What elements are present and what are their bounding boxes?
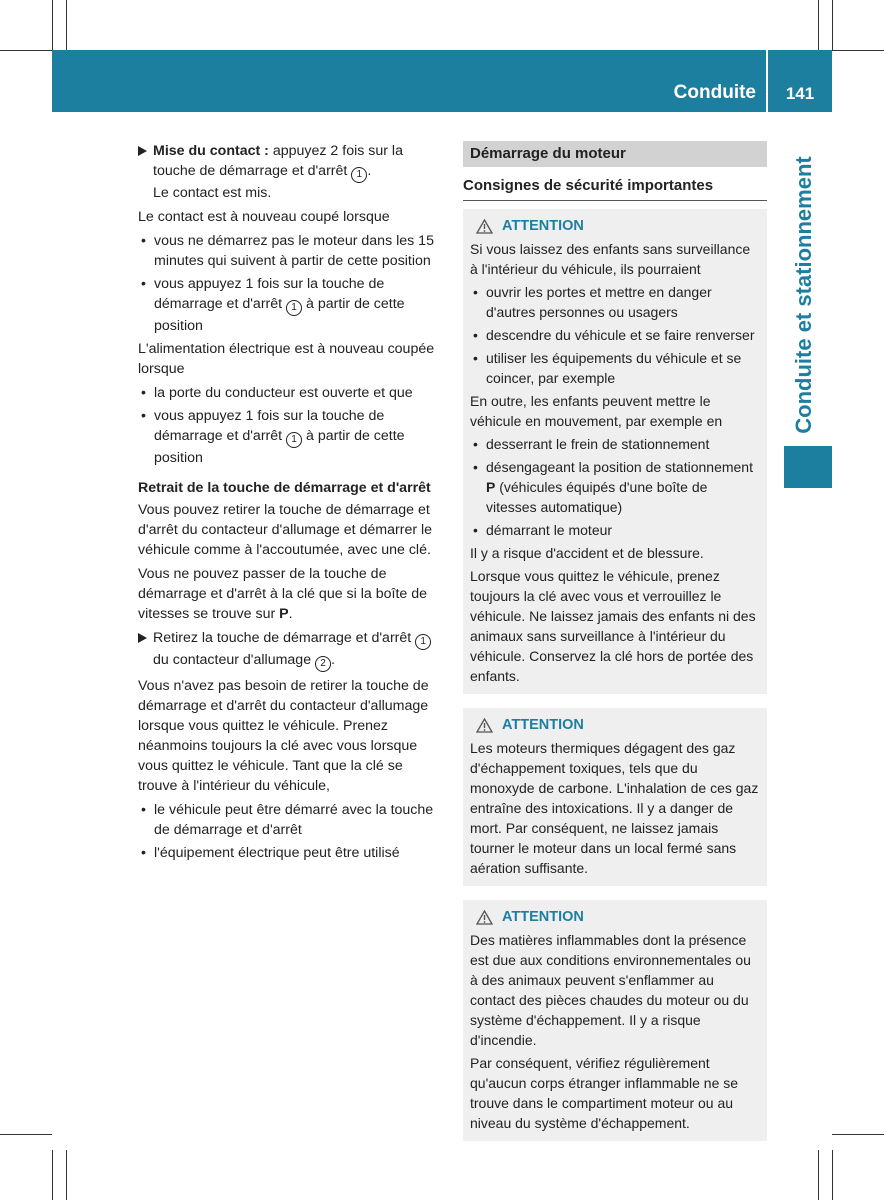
callout-number: 1: [351, 167, 367, 183]
callout-number: 1: [286, 432, 302, 448]
warning-text: En outre, les enfants peuvent mettre le véhicule en mouvement, par exemple en: [470, 393, 723, 429]
list-item-text: à partir de cette position: [154, 296, 405, 334]
crop-mark: [66, 1150, 67, 1200]
page-header-title: Conduite: [673, 82, 756, 103]
warning-box: [463, 209, 767, 694]
list-item-text: à partir de cette position: [154, 428, 405, 466]
list-item-text: vous appuyez 1 fois sur la touche de démarrage et d'arrêt: [154, 408, 385, 444]
crop-mark: [832, 1150, 833, 1200]
warning-label: ATTENTION: [502, 717, 584, 733]
crop-mark: [832, 1134, 884, 1135]
paragraph: Le contact est à nouveau coupé lorsque: [138, 209, 390, 225]
list-item: [138, 274, 444, 336]
list-item: • utiliser les équipements du véhicule et se coincer, par exemple: [470, 348, 760, 388]
warning-text: Si vous laissez des enfants sans surveillance à l'intérieur du véhicule, ils pourraient: [470, 241, 751, 277]
gear-position-p: P: [486, 479, 496, 495]
paragraph: Vous n'avez pas besoin de retirer la touche de démarrage et d'arrêt du contacteur d'allumage lorsque vous quittez le véhicule. Prenez néanmoins toujours la clé avec vous lorsque vous quittez le véhicule. Tant que la clé se trouve à l'intérieur du véhicule,: [138, 678, 429, 794]
warning-text: Il y a risque d'accident et de blessure.: [470, 545, 704, 561]
gear-position-p: P: [279, 606, 289, 622]
list-item: • descendre du véhicule et se faire renverser: [470, 325, 760, 345]
callout-number: 2: [315, 656, 331, 672]
crop-mark: [52, 0, 53, 50]
instruction-step: [138, 628, 444, 672]
warning-box: [463, 708, 767, 886]
crop-mark: [818, 1150, 819, 1200]
step-text: appuyez 2 fois sur la touche de démarrage et d'arrêt: [153, 143, 403, 179]
step-bold-label: Mise du contact :: [153, 143, 269, 159]
paragraph: Vous pouvez retirer la touche de démarrage et d'arrêt du contacteur d'allumage et démarrer le véhicule comme à l'accoutumée, avec une clé.: [138, 502, 433, 558]
warning-triangle-icon: [476, 219, 493, 234]
warning-text: Par conséquent, vérifiez régulièrement qu'aucun corps étranger inflammable ne se trouve dans le compartiment moteur ou au niveau du système d'échappement.: [470, 1055, 739, 1131]
list-item: • desserrant le frein de stationnement: [470, 434, 760, 454]
list-item: • le véhicule peut être démarré avec la touche de démarrage et d'arrêt: [138, 800, 444, 840]
list-item: • l'équipement électrique peut être utilisé: [138, 843, 444, 863]
warning-label: ATTENTION: [502, 218, 584, 234]
list-item: • démarrant le moteur: [470, 520, 760, 540]
step-text: .: [331, 652, 335, 668]
paragraph-text: .: [288, 606, 293, 622]
warning-triangle-icon: [476, 718, 493, 733]
chapter-side-tab-label: Conduite et stationnement: [791, 156, 816, 434]
warning-text: Les moteurs thermiques dégagent des gaz d'échappement toxiques, tels que du monoxyde de carbone. L'inhalation de ces gaz entraîne des intoxications. Il y a danger de mort. Par conséquent, ne laissez jamais tourner le moteur dans un local fermé sans aération suffisante.: [470, 740, 759, 876]
callout-number: 1: [415, 634, 431, 650]
list-item: [470, 457, 760, 517]
list-item-text: désengageant la position de stationnement: [486, 459, 753, 475]
chapter-side-tab: [776, 150, 832, 440]
crop-mark: [818, 0, 819, 50]
warning-box: [463, 900, 767, 1141]
crop-mark: [52, 1150, 53, 1200]
list-item: • ouvrir les portes et mettre en danger d'autres personnes ou usagers: [470, 282, 760, 322]
subheading: Retrait de la touche de démarrage et d'arrêt: [138, 480, 431, 496]
chapter-marker-block: [784, 446, 832, 488]
crop-mark: [66, 0, 67, 50]
crop-mark: [0, 1134, 52, 1135]
callout-number: 1: [286, 300, 302, 316]
paragraph: L'alimentation électrique est à nouveau coupée lorsque: [138, 341, 435, 377]
warning-header: [470, 216, 760, 236]
step-text: .: [367, 163, 372, 179]
list-item: [138, 406, 444, 468]
step-text: Retirez la touche de démarrage et d'arrêt: [153, 630, 416, 646]
section-title: Démarrage du moteur: [463, 141, 767, 167]
step-text: du contacteur d'allumage: [153, 652, 316, 668]
warning-header: [470, 907, 760, 927]
warning-text: Des matières inflammables dont la présence est due aux conditions environnementales ou à des animaux peuvent s'enflammer au contact des pièces chaudes du moteur ou du système d'échappement. Il y a risque d'incendie.: [470, 932, 751, 1048]
warning-header: [470, 715, 760, 735]
step-result: Le contact est mis.: [153, 185, 272, 201]
list-item-text: (véhicules équipés d'une boîte de vitesses automatique): [486, 479, 708, 515]
paragraph: [138, 564, 444, 624]
warning-label: ATTENTION: [502, 909, 584, 925]
paragraph-text: Vous ne pouvez passer de la touche de démarrage et d'arrêt à la clé que si la boîte de vitesses se trouve sur: [138, 566, 427, 622]
page-number: 141: [785, 84, 815, 103]
instruction-step: [138, 141, 444, 203]
warning-triangle-icon: [476, 910, 493, 925]
left-column: [138, 141, 444, 866]
crop-mark: [832, 50, 884, 51]
list-item: • la porte du conducteur est ouverte et que: [138, 383, 444, 403]
warning-text: Lorsque vous quittez le véhicule, prenez toujours la clé avec vous et verrouillez le véhicule. Ne laissez jamais des enfants ni des animaux sans surveillance à l'intérieur du véhicule. Conservez la clé hors de portée des enfants.: [470, 568, 756, 684]
right-column: [463, 141, 767, 1151]
crop-mark: [832, 0, 833, 50]
crop-mark: [0, 50, 52, 51]
list-item: • vous ne démarrez pas le moteur dans les 15 minutes qui suivent à partir de cette position: [138, 231, 444, 271]
subsection-title: Consignes de sécurité importantes: [463, 176, 767, 201]
list-item-text: vous appuyez 1 fois sur la touche de démarrage et d'arrêt: [154, 276, 385, 312]
